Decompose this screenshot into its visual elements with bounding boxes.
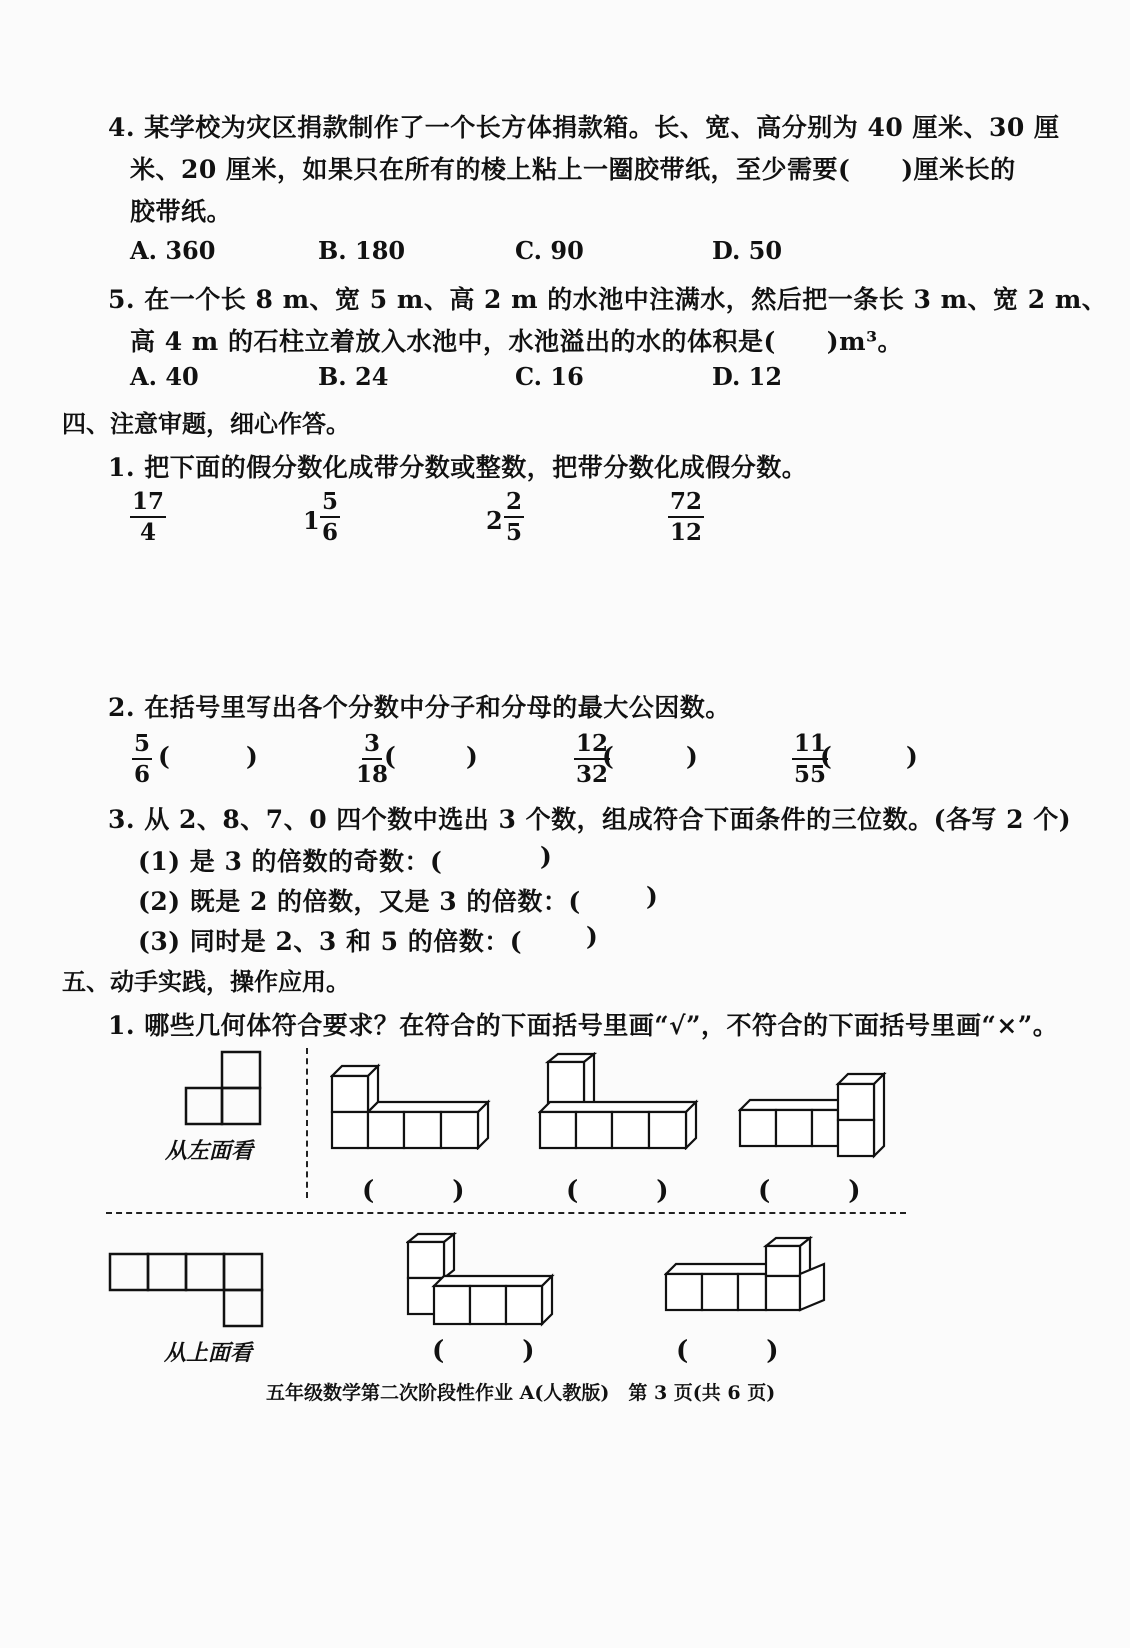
divider-vertical bbox=[306, 1048, 308, 1198]
solid-shape-c bbox=[738, 1072, 898, 1160]
q5-option-a[interactable]: A. 40 bbox=[130, 362, 199, 391]
answer-close-paren: ) bbox=[686, 742, 698, 771]
q4-option-a[interactable]: A. 360 bbox=[130, 236, 216, 265]
mixed-integer: 2 bbox=[486, 506, 503, 535]
q5-option-d[interactable]: D. 12 bbox=[712, 362, 783, 391]
s4-p2-title: 2. 在括号里写出各个分数中分子和分母的最大公因数。 bbox=[108, 693, 731, 722]
answer-blank-12-32[interactable] bbox=[616, 738, 682, 774]
answer-open-paren: ( bbox=[602, 742, 614, 771]
s4-p3-title: 3. 从 2、8、7、0 四个数中选出 3 个数，组成符合下面条件的三位数。(各写 2 个) bbox=[108, 805, 1072, 834]
q4-option-c[interactable]: C. 90 bbox=[515, 236, 584, 265]
top-view-shape bbox=[108, 1252, 264, 1330]
answer-blank-5-6[interactable] bbox=[172, 738, 242, 774]
page-footer: 五年级数学第二次阶段性作业 A(人教版) 第 3 页(共 6 页) bbox=[266, 1382, 776, 1404]
solid-shape-a bbox=[330, 1060, 494, 1150]
answer-paren-shape-a[interactable]: ( ) bbox=[362, 1176, 465, 1206]
numerator: 2 bbox=[504, 490, 524, 518]
numerator: 5 bbox=[132, 732, 152, 760]
denominator: 6 bbox=[322, 519, 339, 546]
answer-close-paren: ) bbox=[646, 882, 658, 911]
answer-blank-3-18[interactable] bbox=[398, 738, 462, 774]
numerator: 5 bbox=[320, 490, 340, 518]
section5-title: 五、动手实践，操作应用。 bbox=[62, 967, 350, 996]
denominator: 12 bbox=[670, 519, 703, 546]
solid-shape-d bbox=[406, 1232, 556, 1330]
fraction-5-6 bbox=[132, 732, 152, 786]
q4-line1: 4. 某学校为灾区捐款制作了一个长方体捐款箱。长、宽、高分别为 40 厘米、30 厘 bbox=[108, 113, 1060, 142]
numerator: 11 bbox=[792, 732, 828, 760]
answer-open-paren: ( bbox=[820, 742, 832, 771]
answer-blank-p3-b[interactable] bbox=[510, 880, 640, 914]
section4-title: 四、注意审题，细心作答。 bbox=[62, 409, 350, 438]
answer-blank-p3-a[interactable] bbox=[405, 840, 535, 874]
denominator: 6 bbox=[134, 761, 151, 788]
answer-blank-p3-c[interactable] bbox=[450, 920, 580, 954]
answer-open-paren: ( bbox=[158, 742, 170, 771]
numerator: 12 bbox=[574, 732, 610, 760]
s4-p1-title: 1. 把下面的假分数化成带分数或整数，把带分数化成假分数。 bbox=[108, 453, 808, 482]
numerator: 72 bbox=[668, 490, 704, 518]
left-view-shape bbox=[184, 1050, 264, 1128]
solid-shape-b bbox=[538, 1052, 702, 1150]
denominator: 18 bbox=[356, 761, 389, 788]
q5-option-b[interactable]: B. 24 bbox=[318, 362, 389, 391]
left-view-label: 从左面看 bbox=[165, 1138, 254, 1164]
s4-p3-b: (2) 既是 2 的倍数，又是 3 的倍数：( bbox=[138, 887, 581, 916]
s4-p3-a: (1) 是 3 的倍数的奇数：( bbox=[138, 847, 443, 876]
fraction-2-2-5 bbox=[504, 490, 524, 544]
answer-close-paren: ) bbox=[586, 922, 598, 951]
answer-paren-shape-d[interactable]: ( ) bbox=[432, 1336, 535, 1366]
divider-horizontal bbox=[106, 1212, 906, 1214]
numerator: 3 bbox=[362, 732, 382, 760]
q5-line1: 5. 在一个长 8 m、宽 5 m、高 2 m 的水池中注满水，然后把一条长 3 m、宽 2 m、 bbox=[108, 285, 1108, 314]
q4-option-b[interactable]: B. 180 bbox=[318, 236, 406, 265]
q5-option-c[interactable]: C. 16 bbox=[515, 362, 584, 391]
q4-line2: 米、20 厘米，如果只在所有的棱上粘上一圈胶带纸，至少需要( )厘米长的 bbox=[130, 155, 1016, 184]
q4-option-d[interactable]: D. 50 bbox=[712, 236, 783, 265]
answer-paren-shape-e[interactable]: ( ) bbox=[676, 1336, 779, 1366]
mixed-integer: 1 bbox=[303, 506, 320, 535]
answer-paren-shape-b[interactable]: ( ) bbox=[566, 1176, 669, 1206]
answer-close-paren: ) bbox=[246, 742, 258, 771]
denominator: 32 bbox=[576, 761, 609, 788]
q5-line2: 高 4 m 的石柱立着放入水池中，水池溢出的水的体积是( )m³。 bbox=[130, 327, 904, 356]
fraction-72-12 bbox=[668, 490, 704, 544]
s4-p3-c: (3) 同时是 2、3 和 5 的倍数：( bbox=[138, 927, 523, 956]
numerator: 17 bbox=[130, 490, 166, 518]
fraction-1-5-6 bbox=[320, 490, 340, 544]
s5-p1-title: 1. 哪些几何体符合要求？在符合的下面括号里画“√”，不符合的下面括号里画“×”。 bbox=[108, 1011, 1059, 1040]
fraction-17-4 bbox=[130, 490, 166, 544]
q4-line3: 胶带纸。 bbox=[130, 197, 233, 226]
answer-blank-11-55[interactable] bbox=[834, 738, 902, 774]
answer-close-paren: ) bbox=[466, 742, 478, 771]
answer-open-paren: ( bbox=[384, 742, 396, 771]
answer-close-paren: ) bbox=[540, 842, 552, 871]
denominator: 55 bbox=[794, 761, 827, 788]
top-view-label: 从上面看 bbox=[164, 1340, 253, 1366]
answer-close-paren: ) bbox=[906, 742, 918, 771]
denominator: 4 bbox=[140, 519, 157, 546]
denominator: 5 bbox=[506, 519, 523, 546]
answer-paren-shape-c[interactable]: ( ) bbox=[758, 1176, 861, 1206]
solid-shape-e bbox=[664, 1236, 826, 1324]
